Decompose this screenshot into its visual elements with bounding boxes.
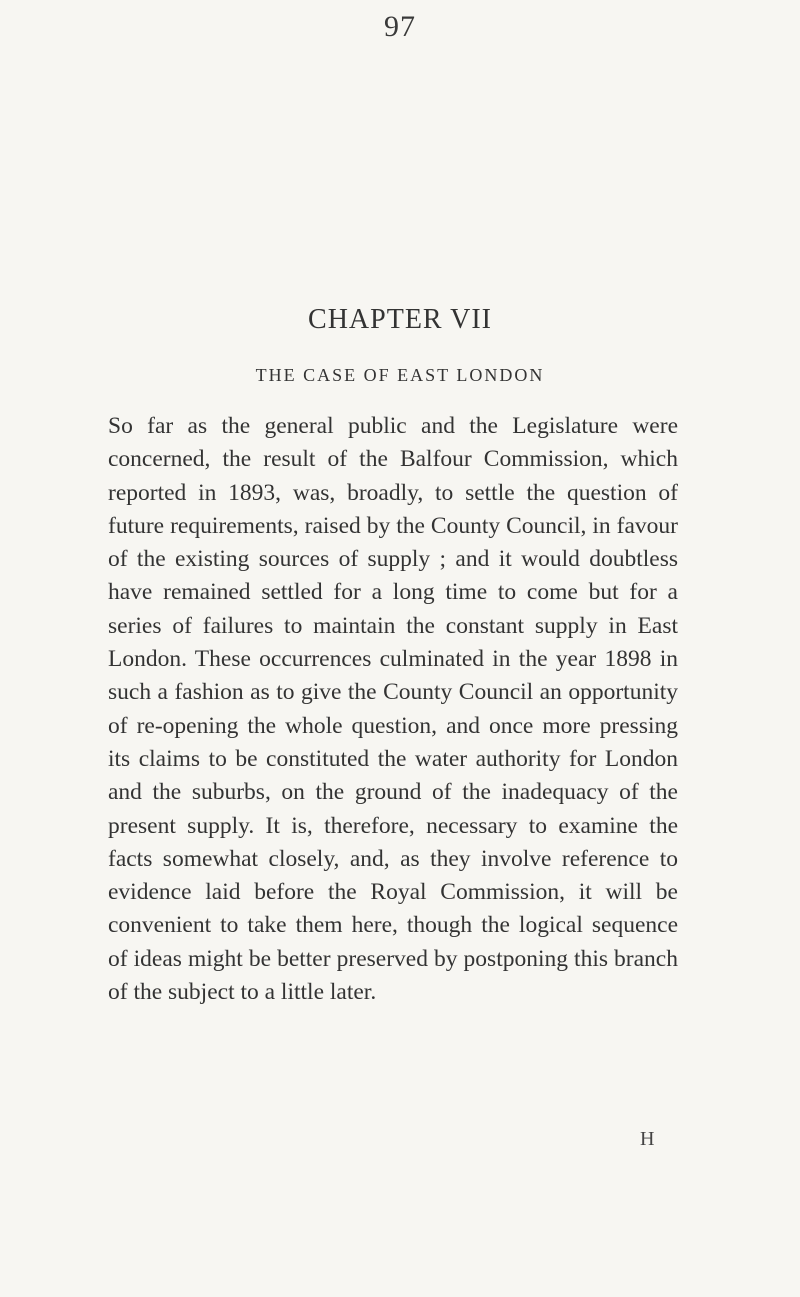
page-number: 97 bbox=[384, 10, 416, 43]
chapter-title: CHAPTER VII bbox=[308, 304, 492, 335]
body-paragraph: So far as the general public and the Legislature were concerned, the result of the Balfour Commission, which reported in 1893, was, broadly, to settle the question of future requirements, raised by the County Council, in favour of the existing sources of supply ; and it would doubtless have remained settled for a long time to come but for a series of failures to maintain the constant supply in East London. These occurrences culminated in the year 1898 in such a fashion as to give the County Council an opportunity of re-opening the whole question, and once more pressing its claims to be constituted the water authority for London and the suburbs, on the ground of the inadequacy of the present supply. It is, therefore, necessary to examine the facts somewhat closely, and, as they involve reference to evidence laid before the Royal Commission, it will be convenient to take them here, though the logical sequence of ideas might be better preserved by postponing this branch of the subject to a little later. bbox=[108, 413, 678, 1006]
chapter-subtitle: THE CASE OF EAST LONDON bbox=[255, 365, 545, 385]
signature-mark: H bbox=[640, 1128, 655, 1150]
